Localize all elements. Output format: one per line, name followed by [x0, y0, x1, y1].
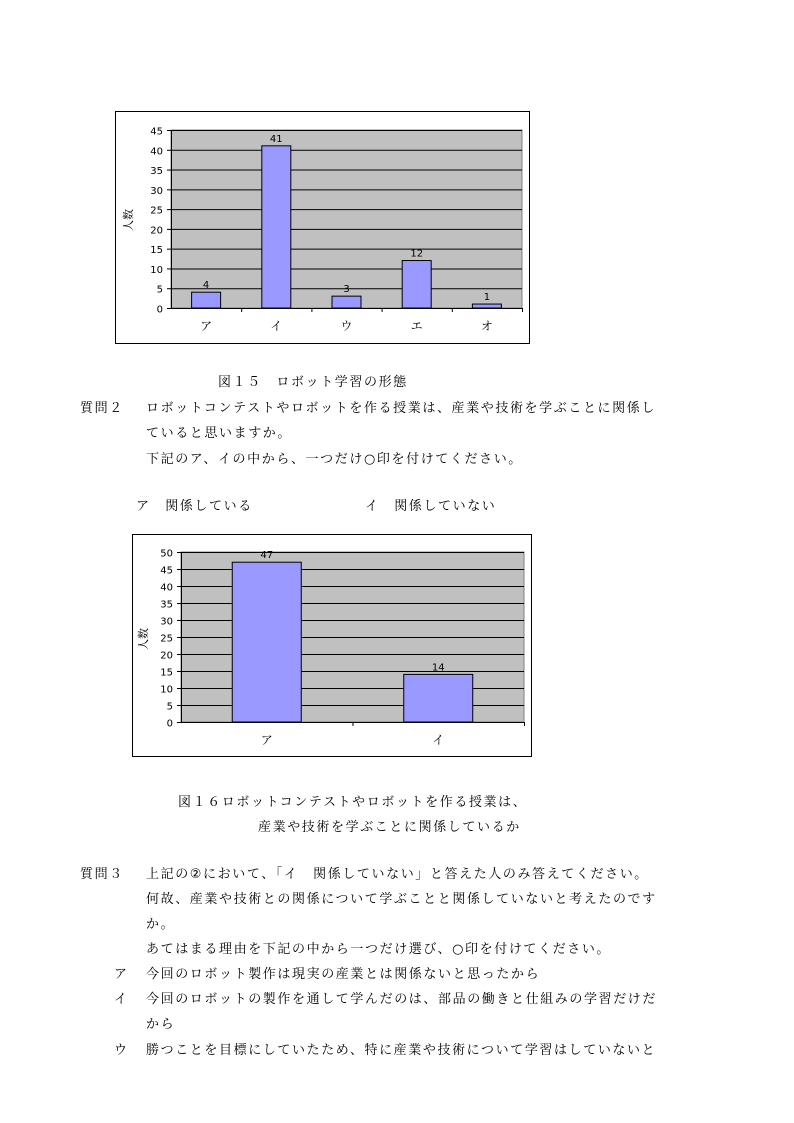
fig15-bar [262, 146, 291, 308]
fig16-y-tick-label: 15 [160, 667, 173, 679]
fig16-y-tick-label: 40 [160, 582, 173, 594]
fig15-y-tick-label: 20 [150, 225, 163, 237]
q3-label: 質問３ [80, 867, 124, 882]
fig15-plot-area [171, 130, 522, 308]
fig16-caption-line1: 図１６ロボットコンテストやロボットを作る授業は、 [178, 795, 528, 810]
fig16-data-label: 47 [260, 550, 274, 562]
fig15-bar [332, 296, 361, 308]
fig15-y-tick-label: 0 [156, 304, 163, 316]
fig15-caption: 図１５ ロボット学習の形態 [218, 375, 408, 390]
q3-text-line4: あてはまる理由を下記の中から一つだけ選び、○印を付けてください。 [146, 942, 612, 957]
fig15-x-tick-label: オ [480, 319, 493, 333]
fig16-bar [232, 562, 301, 722]
fig15-x-tick-label: エ [410, 319, 423, 333]
fig16-x-tick-label: ア [260, 733, 273, 747]
q3-option-a-mark: ア [114, 967, 129, 982]
fig16-y-tick-label: 20 [160, 650, 173, 662]
fig15-y-tick-label: 25 [150, 205, 163, 217]
q2-text-line1: ロボットコンテストやロボットを作る授業は、産業や技術を学ぶことに関係し [146, 401, 656, 416]
fig15-data-label: 12 [410, 248, 424, 260]
q3-option-c-mark: ウ [114, 1043, 129, 1058]
fig16-y-tick-label: 50 [160, 548, 173, 560]
q2-text-line3: 下記のア、イの中から、一つだけ○印を付けてください。 [146, 452, 523, 467]
q2-label: 質問２ [80, 401, 124, 416]
fig15-x-tick-label: ウ [340, 319, 353, 333]
fig15-y-tick-label: 30 [150, 185, 163, 197]
q3-option-b-text-line1: 今回のロボットの製作を通して学んだのは、部品の働きと仕組みの学習だけだ [146, 992, 658, 1007]
q2-option-b: イ 関係していない [365, 499, 497, 514]
fig16-y-axis-label: 人数 [137, 628, 150, 650]
fig16-y-tick-label: 45 [160, 565, 173, 577]
fig15-y-tick-label: 15 [150, 245, 163, 257]
fig16-y-tick-label: 0 [166, 718, 173, 730]
fig15-data-label: 4 [202, 280, 210, 292]
fig15-bar [472, 304, 501, 308]
q3-option-c-text: 勝つことを目標にしていたため、特に産業や技術について学習はしていないと [146, 1043, 657, 1058]
fig16-y-tick-label: 25 [160, 633, 173, 645]
q3-option-b-mark: イ [114, 992, 129, 1007]
fig15-data-label: 3 [343, 284, 350, 296]
fig16-x-tick-label: イ [432, 733, 445, 747]
fig15-bar [192, 292, 221, 308]
fig16-bar [404, 674, 473, 722]
fig15-data-label: 1 [483, 292, 491, 304]
fig15-y-tick-label: 45 [150, 126, 163, 138]
chart-fig15 [115, 111, 530, 344]
fig16-y-tick-label: 10 [160, 684, 173, 696]
fig15-y-tick-label: 40 [150, 146, 163, 158]
fig16-data-label: 14 [431, 662, 445, 674]
q2-option-a: ア 関係している [136, 499, 253, 514]
fig15-y-tick-label: 35 [150, 166, 163, 178]
fig16-y-tick-label: 35 [160, 599, 173, 611]
q3-option-b-text-line2: から [146, 1017, 176, 1032]
fig15-x-tick-label: ア [200, 319, 213, 333]
fig16-caption-line2: 産業や技術を学ぶことに関係しているか [258, 820, 521, 835]
chart-fig15-svg [116, 112, 529, 343]
fig15-y-tick-label: 10 [150, 264, 163, 276]
q3-text-line2: 何故、産業や技術との関係について学ぶことと関係していないと考えたのです [146, 892, 657, 907]
chart-fig16-svg [133, 535, 531, 756]
q2-text-line2: ていると思いますか。 [146, 426, 293, 441]
q3-option-a-text: 今回のロボット製作は現実の産業とは関係ないと思ったから [146, 967, 541, 982]
fig15-bar [402, 261, 431, 308]
fig16-y-tick-label: 5 [166, 701, 173, 713]
fig15-data-label: 41 [269, 133, 283, 145]
fig16-y-tick-label: 30 [160, 616, 173, 628]
fig15-x-tick-label: イ [270, 319, 283, 333]
q3-text-line3: か。 [146, 917, 176, 932]
fig15-y-tick-label: 5 [156, 284, 163, 296]
q3-text-line1: 上記の②において、「イ 関係していない」と答えた人のみ答えてください。 [146, 867, 649, 882]
chart-fig16 [132, 534, 532, 757]
fig15-y-axis-label: 人数 [122, 209, 135, 231]
